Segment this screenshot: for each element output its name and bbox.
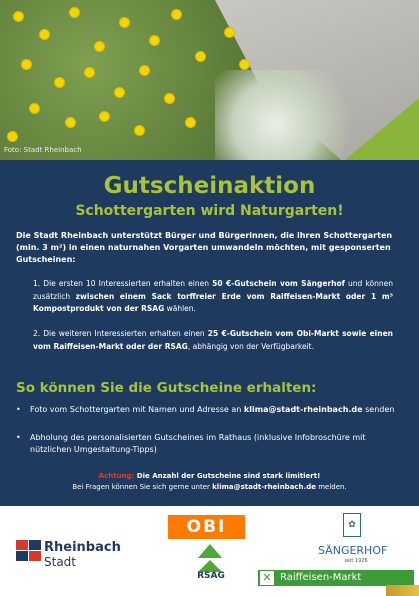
offer-text: , abhängig von der Verfügbarkeit. — [187, 341, 315, 351]
rheinbach-mark-icon — [16, 540, 42, 562]
contact-text: melden. — [315, 483, 347, 491]
bullet-text: Foto vom Schottergarten mit Namen und Adresse an — [30, 405, 244, 414]
photo-credit: Foto: Stadt Rheinbach — [4, 146, 82, 154]
sponsor-logos — [0, 506, 419, 596]
warning-text: Die Anzahl der Gutscheine sind stark limitiert! — [134, 472, 321, 480]
flower — [95, 42, 104, 51]
bullet-text: Abholung des personalisierten Gutscheines im Rathaus (inklusive Infobroschüre mit nützlichen Umgestaltung-Tipps) — [30, 433, 366, 454]
offer-number: 1. — [33, 279, 41, 288]
email-link[interactable]: klima@stadt-rheinbach.de — [243, 405, 363, 414]
rheinbach-sub: Stadt — [44, 555, 76, 569]
flower — [140, 66, 149, 75]
saengerhof-name: SÄNGERHOF — [318, 544, 388, 557]
flower — [240, 60, 249, 69]
saengerhof-sub: seit 1926 — [344, 558, 368, 564]
offer-item-2 — [33, 328, 393, 353]
flower — [186, 118, 195, 127]
offer-text: Die ersten 10 Interessierten erhalten einen — [43, 279, 213, 288]
flower — [225, 28, 234, 37]
obi-logo: OBI — [168, 515, 245, 539]
flower — [165, 94, 174, 103]
offer-highlight: 50 €-Gutschein vom Sängerhof — [212, 279, 345, 288]
offer-item-1 — [33, 278, 393, 316]
flower — [30, 104, 39, 113]
offer-highlight: 25 €-Gutschein vom Obi-Markt sowie einen vom Raiffeisen-Markt oder der RSAG — [33, 329, 394, 351]
white-flowers — [215, 70, 365, 160]
flower — [115, 88, 124, 97]
flower — [120, 18, 129, 27]
howto-heading: So können Sie die Gutscheine erhalten: — [16, 380, 317, 396]
offer-number: 2. — [33, 329, 41, 338]
offer-highlight: zwischen einem Sack torffreier Erde vom Raiffeisen-Markt oder 1 m³ Kompostprodukt von der RSAG — [33, 291, 394, 313]
flower — [66, 118, 75, 127]
rheinbach-name: Rheinbach — [44, 540, 121, 555]
offer-text: und können zusätzlich — [33, 279, 393, 301]
bullet-text: senden — [362, 405, 395, 414]
intro-text: Die Stadt Rheinbach unterstützt Bürger und Bürgerinnen, die ihren Schottergarten (min. 3 m²) in einen naturnahen Vorgarten umwandeln möchten, mit gesponserten Gutscheinen: — [16, 231, 393, 264]
offer-text: wählen. — [164, 304, 196, 313]
flower — [40, 30, 49, 39]
bullet-dot-icon: • — [16, 433, 21, 442]
flower — [22, 60, 31, 69]
flower — [150, 36, 159, 45]
flower — [70, 8, 79, 17]
green-corner-triangle — [345, 98, 419, 160]
flower — [172, 10, 181, 19]
content-panel — [0, 160, 419, 506]
rsag-label: RSAG — [197, 571, 225, 581]
flower — [85, 68, 94, 77]
flower — [55, 78, 64, 87]
flower — [8, 132, 17, 141]
contact-text: Bei Fragen können Sie sich gerne unter — [72, 483, 213, 491]
page-subtitle: Schottergarten wird Naturgarten! — [75, 203, 344, 219]
saengerhof-badge-icon: ✿ — [343, 513, 361, 537]
raiffeisen-label: Raiffeisen-Markt — [280, 572, 362, 583]
page-title: Gutscheinaktion — [103, 173, 316, 199]
offer-text: Die weiteren Interessierten erhalten einen — [43, 329, 208, 338]
warning-label: Achtung: — [98, 472, 135, 480]
flower — [135, 126, 144, 135]
raiffeisen-cross-icon: ✕ — [260, 571, 274, 585]
notice — [0, 471, 419, 493]
flower — [14, 12, 23, 21]
flower — [100, 112, 109, 121]
raiffeisen-decoration — [386, 585, 419, 596]
bullet-dot-icon: • — [16, 405, 21, 414]
raiffeisen-logo — [258, 570, 414, 586]
flower — [196, 52, 205, 61]
contact-email-link[interactable]: klima@stadt-rheinbach.de — [212, 483, 316, 491]
